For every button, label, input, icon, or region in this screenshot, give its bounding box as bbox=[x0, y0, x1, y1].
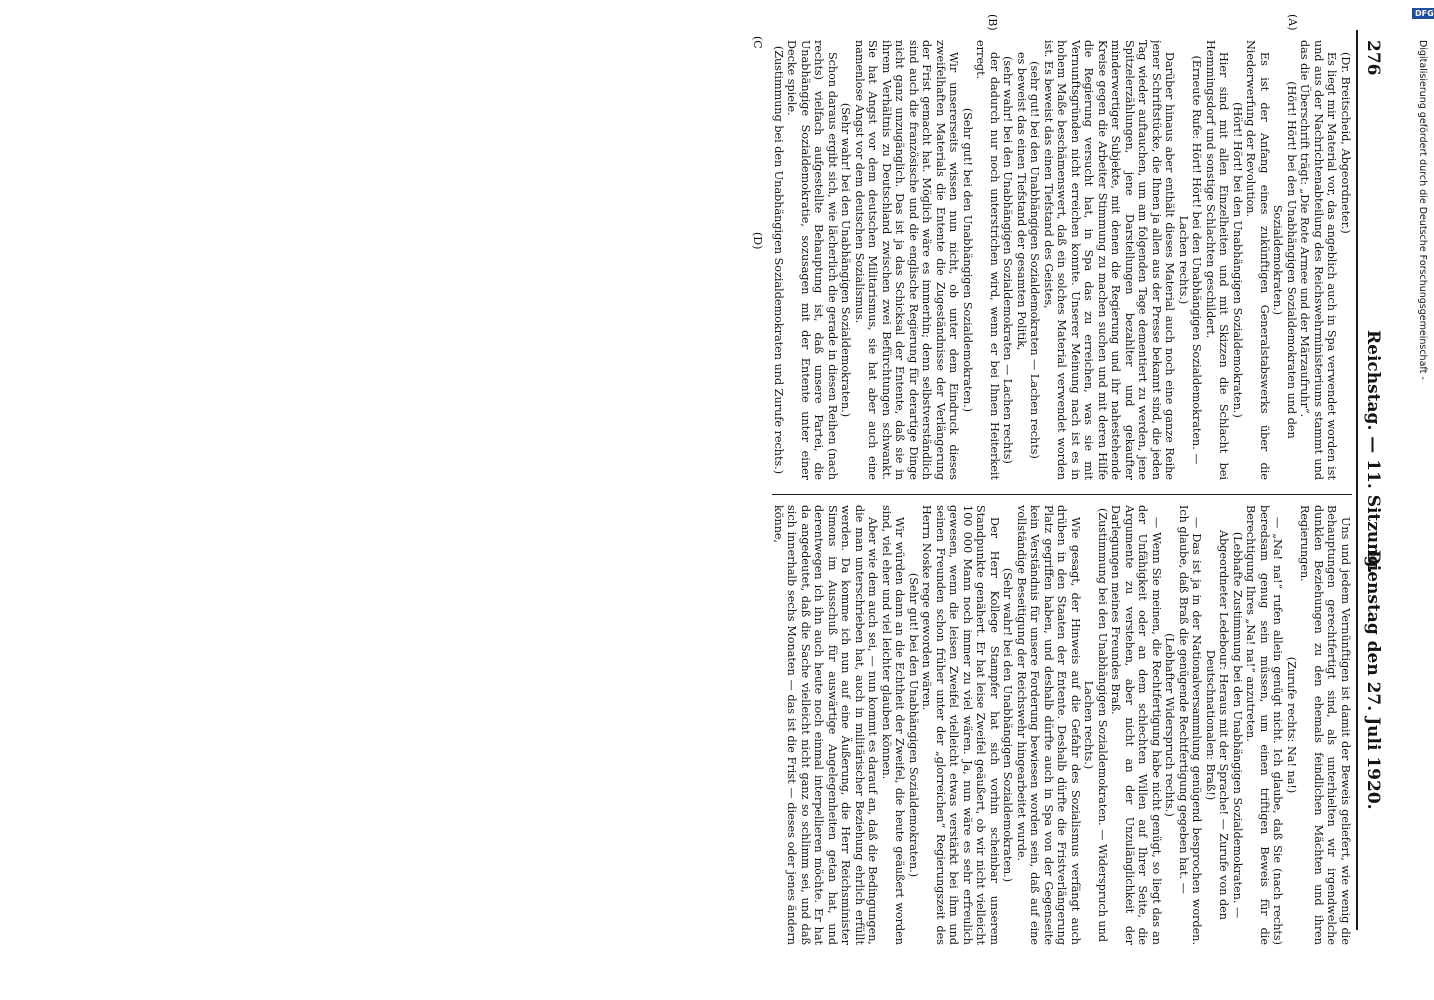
interjection: (Lebhafter Widerspruch rechts.) bbox=[1163, 633, 1177, 817]
paragraph: der dadurch nur noch unterstrichen wird, wenn er bei Ihnen Heiterkeit erregt. bbox=[974, 40, 1001, 480]
paragraph: es beweist das einen Tiefstand der gesamten Politik, bbox=[1015, 52, 1028, 351]
paragraph: — Das ist ja in der Nationalversammlung genügend besprochen worden. Ich glaube, daß Braß die genügende Rechtfertigung gegeben hat. — bbox=[1177, 505, 1204, 945]
paragraph: Wir unsererseits wissen nun nicht, ob unter dem Eindruck dieses zweifelhaften Materials die Entente die Zugeständnisse der Verlängerung der Frist gemacht hat. Möglich wäre es immerhin; denn selbstverständlich sind auch die französische und die englische Regierung für derartige Dinge nicht ganz unzugänglich. Das ist ja das Schicksal der Entente, daß sie in ihrem Verhältnis zu Deutschland zwischen zwei Befürchtungen schwankt. Sie hat Angst vor dem deutschen Militarismus, sie hat aber auch eine namenlose Angst vor dem deutschen Sozialismus. bbox=[853, 40, 961, 480]
interjection: (Sehr wahr! bei den Unabhängigen Sozialdemokraten.) bbox=[1001, 567, 1015, 883]
paragraph: Der Herr Kollege Stampfer hat sich vorhin scheinbar unserem Standpunkte genähert. Er hat leise Zweifel geäußert, ob wir nicht vielleicht 100 000 Mann noch immer zu viel wären. Ja, nun wäre es sehr erfreulich gewesen, wenn die leisen Zweifel vielleicht etwas verstärkt bei ihm und seinen Freunden schon früher unter der „glorreichen“ Regierungszeit des Herrn Noske rege geworden wären. bbox=[920, 505, 1001, 945]
margin-label-d: (D) bbox=[751, 232, 764, 250]
interjection: (sehr wahr! bei den Unabhängigen Sozialdemokraten — Lachen rechts) bbox=[1001, 56, 1015, 464]
interjection: (Zurufe rechts: Na! na!) bbox=[1285, 656, 1298, 794]
paragraph: Aber wie dem auch sei, — nun kommt es darauf an, daß die Bedingungen, die man unterschrieben hat, auch in militärischer Beziehung ehrlich erfüllt werden. Da komme ich nun auf eine Äußerung, die Herr Reichsminister Simons im Ausschuß für auswärtige Angelegenheiten getan hat, und derentwegen ich ihn auch heute noch einmal interpellieren möchte. Er hat da angedeutet, daß die Sache vielleicht nicht ganz so schlimm sei, und daß sich innerhalb sechs Monaten — das ist die Frist — dieses oder jenes ändern könne, bbox=[772, 505, 880, 945]
dfg-logo: DFG bbox=[1412, 8, 1434, 19]
margin-label-a: (A) bbox=[1286, 14, 1299, 31]
interjection: (Lebhafte Zustimmung bei den Unabhängigen Sozialdemokraten. — Abgeordneter Ledebour: Heraus mit der Sprache! — Zurufe von den Deutschnationalen: Braß!) bbox=[1204, 530, 1244, 920]
interjection: (Hört! Hört! bei den Unabhängigen Sozialdemokraten und den Sozialdemokraten.) bbox=[1271, 81, 1298, 439]
paragraph: Wir würden dann an die Echtheit der Zweifel, die heute geäußert worden sind, viel eher und viel leichter glauben können. bbox=[880, 505, 907, 945]
interjection: (Erneute Rufe: Hört! Hört! bei den Unabhängigen Sozialdemokraten. — Lachen rechts.) bbox=[1177, 55, 1204, 465]
header-rule bbox=[1356, 30, 1358, 930]
column-divider bbox=[772, 494, 1352, 495]
paragraph: — „Na! na!“ rufen allein genügt nicht. Ich glaube, daß Sie (nach rechts) beredsam genug sein müssen, um einen triftigen Beweis für die Berechtigung Ihres „Na! na!“ anzutreten. bbox=[1244, 505, 1285, 945]
interjection: (Zustimmung bei den Unabhängigen Sozialdemokraten und Zurufe rechts.) bbox=[772, 45, 785, 475]
paragraph: Wie gesagt, der Hinweis auf die Gefahr des Sozialismus verfängt auch drüben in den Staaten der Entente. Deshalb dürfte die Fristverlängerung Platz gegriffen haben, und deshalb dürfte auch in Spa von der Gegenseite kein Verständnis für unsere Forderung bewiesen worden sein, daß auf eine vollständige Beseitigung der Reichswehr hingearbeitet wurde. bbox=[1015, 505, 1082, 945]
paragraph: Schon daraus ergibt sich, wie lächerlich die gerade in diesen Reihen (nach rechts) vielfach aufgestellte Behauptung ist, daß unsere Partei, die Unabhängige Sozialdemokratie, sozusagen mit der Entente unter einer Decke spiele. bbox=[785, 40, 839, 480]
paragraph: Hier sind mit allen Einzelheiten und mit Skizzen die Schlacht bei Hemmingsdorf und sonstige Schlachten geschildert. bbox=[1204, 40, 1231, 480]
page-title: Reichstag. — 11. Sitzung. bbox=[1363, 330, 1383, 574]
paragraph: Uns und jedem Vernünftigen ist damit der Beweis geliefert, wie wenig die Behauptungen gerechtfertigt sind, als unterhielten wir irgendwelche dunklen Beziehungen zu den ehemals feindlichen Mächten und ihren Regierungen. bbox=[1298, 505, 1352, 945]
page-date: Dienstag den 27. Juli 1920. bbox=[1363, 550, 1383, 810]
interjection: (Sehr wahr! bei den Unabhängigen Sozialdemokraten.) bbox=[839, 102, 853, 418]
paragraph: Darüber hinaus aber enthält dieses Material auch noch eine ganze Reihe jener Schriftstücke, die Ihnen ja allen aus der Presse bekannt sind, die jeden Tag wieder auftauchen, um am folgenden Tage dementiert zu werden, jene Spitzelerzählungen, jene Darstellungen bezahlter und gekaufter minderwertiger Subjekte, mit denen die Regierung und ihr nahestehende Kreise gegen die Arbeiter Stimmung zu machen suchen und mit deren Hilfe die Regierung versucht hat, in Spa das zu erreichen, was sie mit Vernunftsgründen nicht erreichen konnte. Unserer Meinung nach ist es in hohem Maße beschämenswert, daß ein solches Material verwendet worden ist. Es beweist das einen Tiefstand des Geistes, bbox=[1042, 40, 1177, 480]
paragraph: Es ist der Anfang eines zukünftigen Generalstabswerks über die Niederwerfung der Revolution. bbox=[1244, 40, 1271, 480]
interjection: (sehr gut! bei den Unabhängigen Sozialdemokraten — Lachen rechts) bbox=[1028, 61, 1042, 459]
margin-label-b: (B) bbox=[986, 14, 999, 31]
paragraph: Es liegt mir Material vor, das angeblich auch in Spa verwendet worden ist und aus der Nachrichtenabteilung des Reichswehrministeriums stammt und das die Überschrift trägt: „Die Rote Armee und der Märzaufruhr“. bbox=[1298, 40, 1339, 480]
interjection: (Zustimmung bei den Unabhängigen Sozialdemokraten. — Widerspruch und Lachen rechts.) bbox=[1082, 507, 1109, 943]
paragraph: (Dr. Breitscheid, Abgeordneter.) bbox=[1339, 52, 1352, 234]
margin-label-c: (C bbox=[751, 36, 764, 49]
left-column bbox=[772, 40, 1352, 480]
interjection: (Sehr gut! bei den Unabhängigen Sozialdemokraten.) bbox=[907, 572, 920, 878]
interjection: (Sehr gut! bei den Unabhängigen Sozialdemokraten.) bbox=[961, 107, 974, 413]
interjection: (Hört! Hört! bei den Unabhängigen Sozialdemokraten.) bbox=[1231, 102, 1244, 418]
paragraph: — Wenn Sie meinen, die Rechtfertigung habe nicht genügt, so liegt das an der Unfähigkeit oder an dem schlechten Willen auf Ihrer Seite, die Argumente zu verstehen, aber nicht an der Unzulänglichkeit der Darlegungen meines Freundes Braß. bbox=[1109, 505, 1163, 945]
right-column bbox=[772, 505, 1352, 945]
page-number: 276 bbox=[1363, 40, 1383, 76]
digitization-credit: Digitalisierung gefördert durch die Deutsche Forschungsgemeinschaft - bbox=[1417, 40, 1428, 380]
